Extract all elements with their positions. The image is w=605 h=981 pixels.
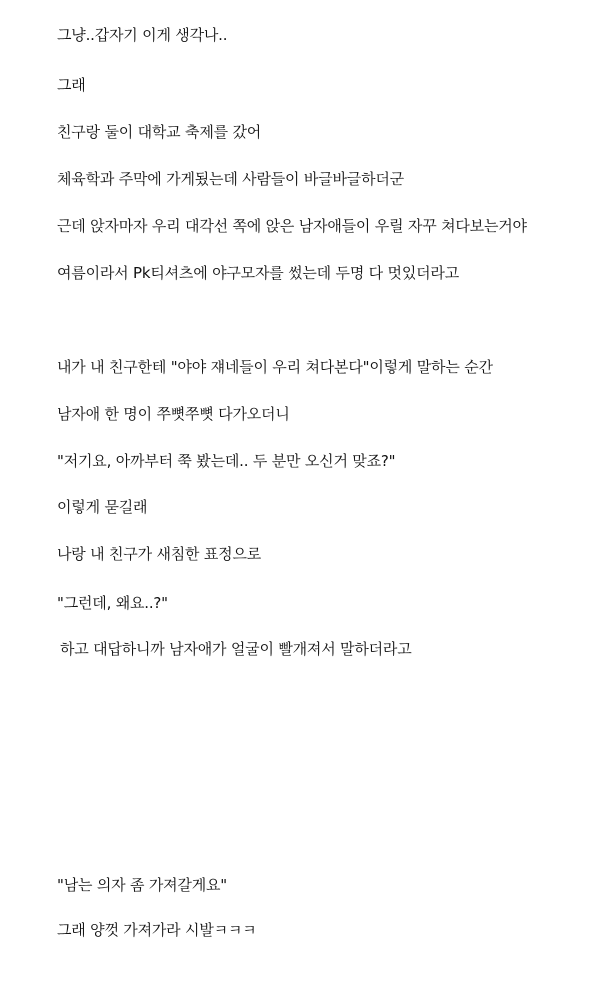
text-line-4: 체육학과 주막에 가게됬는데 사람들이 바글바글하더군 (57, 170, 404, 188)
text-line-8: 남자애 한 명이 쭈뼛쭈뼛 다가오더니 (57, 405, 290, 423)
text-line-10: 이렇게 묻길래 (57, 498, 148, 516)
text-line-5: 근데 앉자마자 우리 대각선 쪽에 앉은 남자애들이 우릴 자꾸 쳐다보는거야 (57, 217, 527, 235)
text-line-6: 여름이라서 Pk티셔츠에 야구모자를 썼는데 두명 다 멋있더라고 (57, 264, 459, 282)
text-line-13: 하고 대답하니까 남자애가 얼굴이 빨개져서 말하더라고 (60, 640, 412, 658)
text-line-2: 그래 (57, 76, 86, 94)
text-line-1: 그냥..갑자기 이게 생각나.. (57, 26, 228, 44)
text-line-12: "그런데, 왜요..?" (57, 594, 168, 612)
text-line-9: "저기요, 아까부터 쭉 봤는데.. 두 분만 오신거 맞죠?" (57, 452, 396, 470)
text-line-3: 친구랑 둘이 대학교 축제를 갔어 (57, 123, 262, 141)
text-line-11: 나랑 내 친구가 새침한 표정으로 (57, 545, 262, 563)
text-line-14: "남는 의자 좀 가져갈게요" (57, 876, 228, 894)
text-line-15: 그래 양껏 가져가라 시발ㅋㅋㅋ (57, 921, 257, 939)
text-line-7: 내가 내 친구한테 "야야 쟤네들이 우리 쳐다본다"이렇게 말하는 순간 (57, 358, 493, 376)
